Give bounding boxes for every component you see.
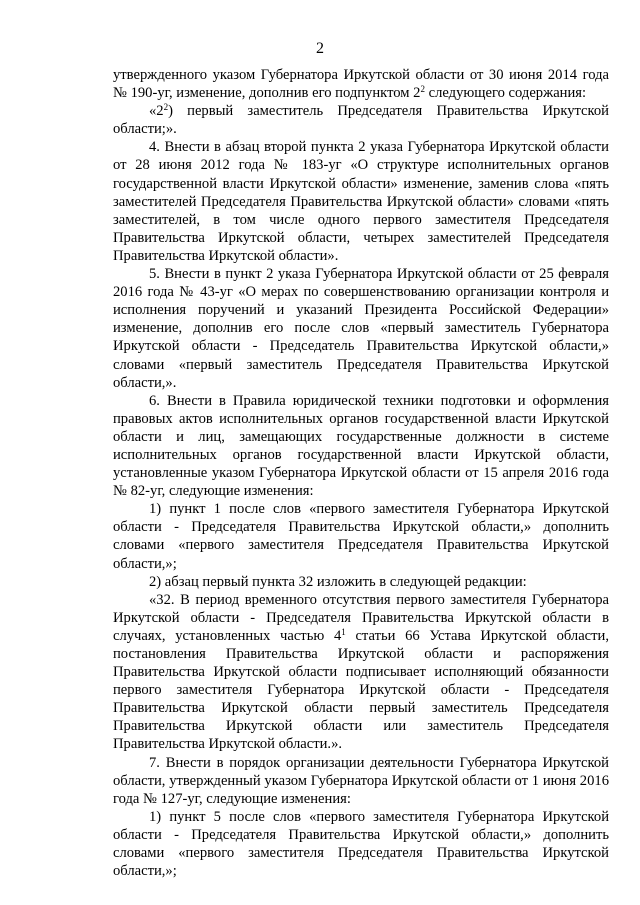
paragraph-p9 <box>113 808 609 880</box>
paragraph-text: «32. В период временного отсутствия первого заместителя Губернатора Иркутской области - Председателя Правительства Иркутской области в случаях, установленных частью 4 <box>113 591 609 644</box>
paragraph-p4 <box>113 392 609 501</box>
paragraph-text: ) первый заместитель Председателя Правительства Иркутской области;». <box>113 103 609 138</box>
paragraph-text: «2 <box>149 103 164 120</box>
paragraph-p0 <box>113 66 609 102</box>
superscript: 1 <box>341 626 346 637</box>
paragraph-p8 <box>113 754 609 808</box>
paragraph-text: статьи 66 Устава Иркутской области, постановления Правительства Иркутской области и распоряжения Правительства Иркутской области подписывает исполняющий обязанности первого заместителя Губернатора Иркутской области - Председателя Правительства Иркутской области первый заместитель Председателя Правительства Иркутской области или заместитель Председателя Правительства Иркутской области.». <box>113 627 609 753</box>
paragraph-text: 5. Внести в пункт 2 указа Губернатора Иркутской области от 25 февраля 2016 года № 43-уг «О мерах по совершенствованию организации контроля и исполнения поручений и указаний Президента Российской Федерации» изменение, дополнив его после слов «первый заместитель Губернатора Иркутской области - Председатель Правительства Иркутской области,» словами «первый заместитель Председателя Правительства Иркутской области,». <box>113 266 609 391</box>
paragraph-text: 1) пункт 5 после слов «первого заместителя Губернатора Иркутской области - Председателя Правительства Иркутской области,» дополнить словами «первого заместителя Председателя Правительства Иркутской области,»; <box>113 808 609 880</box>
page-number: 2 <box>316 40 324 57</box>
paragraph-text: утвержденного указом Губернатора Иркутской области от 30 июня 2014 года № 190-уг, изменение, дополнив его подпунктом 2 <box>113 67 609 102</box>
paragraph-p2 <box>113 138 609 265</box>
paragraph-p7 <box>113 591 609 754</box>
paragraph-p1 <box>113 102 609 138</box>
paragraph-text: 1) пункт 1 после слов «первого заместителя Губернатора Иркутской области - Председателя Правительства Иркутской области,» дополнить словами «первого заместителя Председателя Правительства Иркутской области,»; <box>113 501 609 572</box>
paragraph-text: 7. Внести в порядок организации деятельности Губернатора Иркутской области, утвержденный указом Губернатора Иркутской области от 1 июня 2016 года № 127-уг, следующие изменения: <box>113 754 609 807</box>
paragraph-text: следующего содержания: <box>424 85 587 102</box>
superscript: 2 <box>420 84 425 95</box>
paragraph-text: 6. Внести в Правила юридической техники подготовки и оформления правовых актов исполнительных органов государственной власти Иркутской области и лиц, замещающих государственные должности в системе исполнительных органов государственной власти Иркутской области, установленные указом Губернатора Иркутской области от 15 апреля 2016 года № 82-уг, следующие изменения: <box>113 392 609 500</box>
paragraph-p5 <box>113 500 609 572</box>
document-body <box>113 66 609 880</box>
paragraph-text: 4. Внести в абзац второй пункта 2 указа Губернатора Иркутской области от 28 июня 2012 года № 183-уг «О структуре исполнительных органов государственной власти Иркутской области» изменение, заменив слова «пять заместителей Председателя Правительства Иркутской области» словами «пять заместителей, в том числе одного первого заместителя Председателя Правительства Иркутской области, четырех заместителей Председателя Правительства Иркутской области». <box>113 139 609 264</box>
superscript: 2 <box>163 102 169 113</box>
paragraph-p3 <box>113 265 609 392</box>
paragraph-p6 <box>113 573 609 591</box>
paragraph-text: 2) абзац первый пункта 32 изложить в следующей редакции: <box>149 573 527 590</box>
